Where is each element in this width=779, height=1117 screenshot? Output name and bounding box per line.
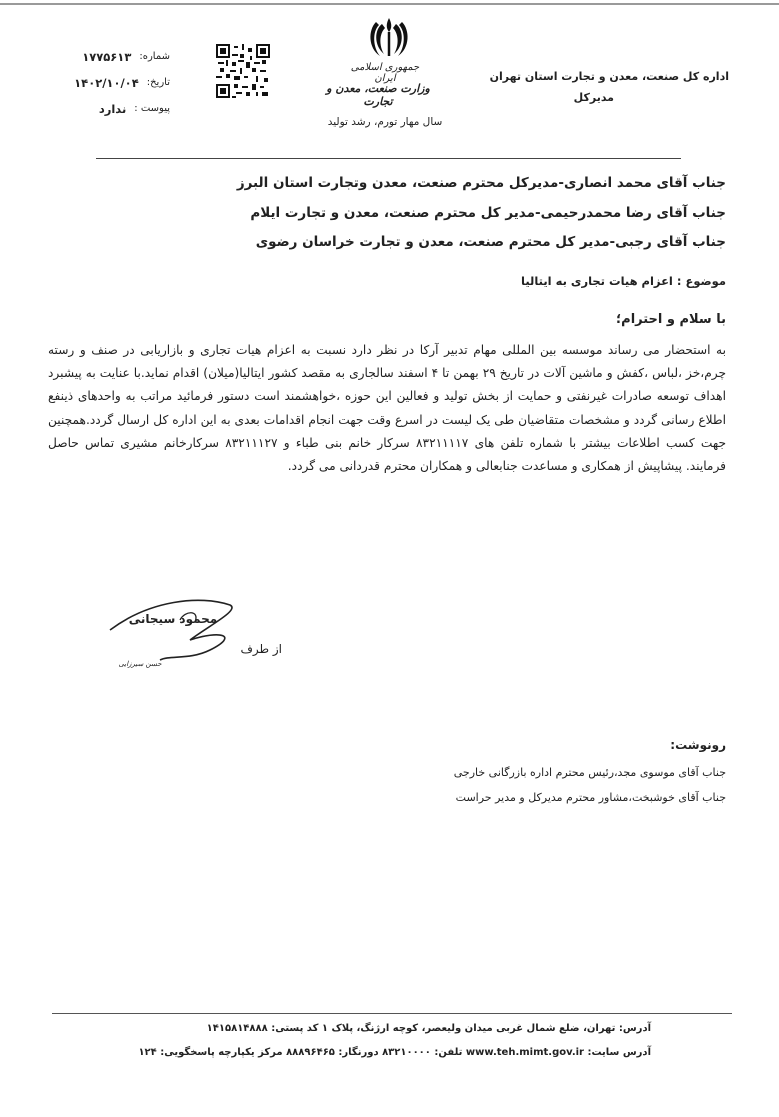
date-row — [60, 70, 170, 96]
iran-emblem-icon — [366, 16, 412, 58]
recipient-line: جناب آقای محمد انصاری-مدیرکل محترم صنعت، معدن وتجارت استان البرز — [236, 175, 726, 191]
qr-code-icon — [216, 44, 270, 98]
handwritten-signature: حسن سیرزایی — [118, 660, 162, 668]
cc-item: جناب آقای خوشبخت،مشاور محترم مدیرکل و مدیر حراست — [455, 791, 726, 804]
signature-scribble-icon — [90, 590, 290, 690]
office-role: مدیرکل — [573, 91, 614, 104]
letter-body: به استحضار می رساند موسسه بین المللی مهام تدبیر آرکا در نظر دارد نسبت به اعزام هیات تجاری و بازاریابی در صنف و رسته چرم،خز ،لباس ،کفش و ماشین آلات در تاریخ ۲۹ بهمن تا ۴ اسفند سالجاری به مقصد کشور ایتالیا(میلان) اقدام نماید.با عنایت به پیشبرد اهداف توسعه صادرات غیرنفتی و حمایت از بخش تولید و فعالین این حوزه ،خواهشمند است دستور فرمائید مراتب به واحدهای ذینفع اطلاع رسانی گردد و مشخصات متقاضیان طی یک لیست در اسرع وقت جهت انجام اقدامات بعدی به این اداره کل ارسال گردد.همچنین جهت کسب اطلاعات بیشتر با شماره تلفن های ۸۳۲۱۱۱۱۷ سرکار خانم بنی طباء و ۸۳۲۱۱۱۲۷ سرکارخانم مشیری تماس حاصل فرمایند. پیشاپیش از همکاری و مساعدت جنابعالی و همکاران محترم قدردانی می گردد. — [48, 343, 727, 474]
cc-title: رونوشت: — [670, 738, 726, 752]
date-label: تاریخ: — [146, 77, 170, 88]
office-header — [489, 66, 729, 108]
on-behalf-label: از طرف — [240, 642, 282, 656]
year-slogan: سال مهار تورم، رشد تولید — [327, 116, 443, 128]
footer-contact: آدرس سایت: www.teh.mimt.gov.ir تلفن: ۸۳۲۱۰۰۰۰ دورنگار: ۸۸۸۹۶۴۶۵ مرکز یکپارچه پاسخگویی: ۱۲۴ — [138, 1047, 651, 1058]
ministry-title: وزارت صنعت، معدن و تجارت — [326, 82, 430, 108]
signatory-name: محمود سیجانی — [128, 612, 218, 626]
number-row — [60, 44, 170, 70]
number-label: شماره: — [139, 51, 170, 62]
letter-meta — [60, 44, 170, 122]
top-border — [0, 3, 779, 5]
footer-divider — [52, 1013, 732, 1014]
attachment-row — [60, 96, 170, 122]
recipient-line: جناب آقای رضا محمدرحیمی-مدیر کل محترم صنعت، معدن و تجارت ایلام — [250, 205, 726, 221]
attachment-label: پیوست : — [134, 103, 170, 114]
cc-item: جناب آقای موسوی مجد،رئیس محترم اداره بازرگانی خارجی — [453, 766, 726, 779]
footer-address: آدرس: تهران، ضلع شمال غربی میدان ولیعصر، کوچه ارژنگ، پلاک ۱ کد پستی: ۱۴۱۵۸۱۴۸۸۸ — [206, 1023, 651, 1034]
subject-line: موضوع : اعزام هیات تجاری به ایتالیا — [521, 274, 726, 288]
number-value: ۱۷۷۵۶۱۳ — [82, 50, 132, 64]
header-divider — [96, 158, 681, 159]
attachment-value: ندارد — [98, 102, 127, 116]
date-value: ۱۴۰۲/۱۰/۰۴ — [74, 76, 139, 90]
office-name: اداره کل صنعت، معدن و تجارت استان تهران — [489, 70, 729, 83]
recipient-line: جناب آقای رجبی-مدیر کل محترم صنعت، معدن و تجارت خراسان رضوی — [255, 234, 726, 250]
greeting: با سلام و احترام؛ — [615, 312, 726, 327]
republic-title: جمهوری اسلامی ایران — [350, 62, 420, 84]
